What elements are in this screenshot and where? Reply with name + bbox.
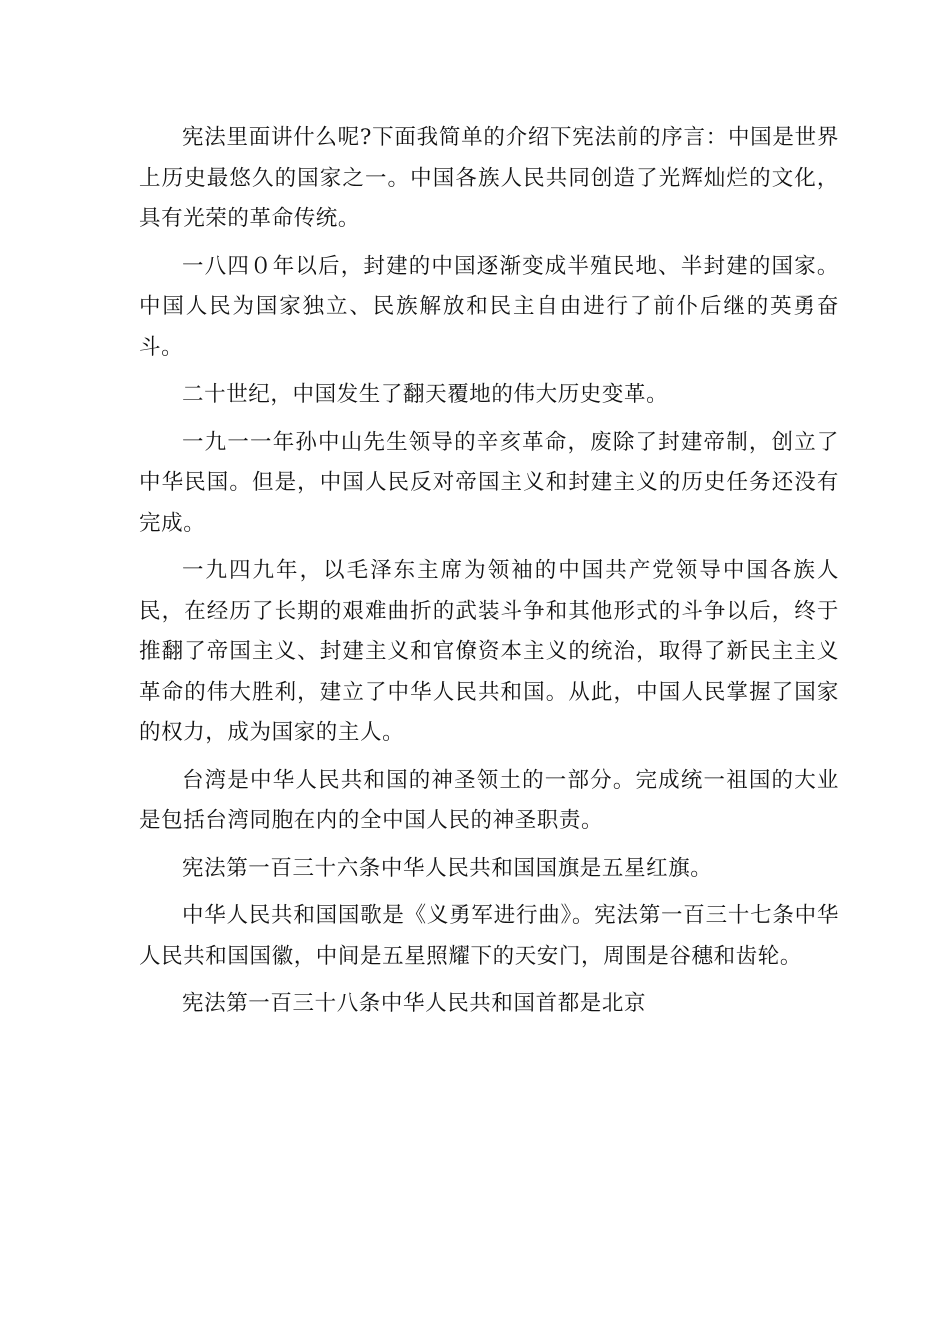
paragraph-preface-intro: 宪法里面讲什么呢?下面我简单的介绍下宪法前的序言：中国是世界上历史最悠久的国家之一。中国各族人民共同创造了光辉灿烂的文化，具有光荣的革命传统。 [139,125,839,231]
paragraph-1949: 一九四九年，以毛泽东主席为领袖的中国共产党领导中国各族人民，在经历了长期的艰难曲折的武装斗争和其他形式的斗争以后，终于推翻了帝国主义、封建主义和官僚资本主义的统治，取得了新民主主义革命的伟大胜利，建立了中华人民共和国。从此，中国人民掌握了国家的权力，成为国家的主人。 [139,558,839,745]
paragraph-1840: 一八四０年以后，封建的中国逐渐变成半殖民地、半封建的国家。中国人民为国家独立、民族解放和民主自由进行了前仆后继的英勇奋斗。 [139,253,839,360]
document-body [139,118,839,1032]
paragraph-article-138: 宪法第一百三十八条中华人民共和国首都是北京 [182,991,647,1016]
paragraph-1911: 一九一一年孙中山先生领导的辛亥革命，废除了封建帝制，创立了中华民国。但是，中国人民反对帝国主义和封建主义的历史任务还没有完成。 [139,429,839,536]
paragraph-article-136: 宪法第一百三十六条中华人民共和国国旗是五星红旗。 [182,855,713,881]
paragraph-anthem-article-137: 中华人民共和国国歌是《义勇军进行曲》。宪法第一百三十七条中华人民共和国国徽，中间是五星照耀下的天安门，周围是谷穗和齿轮。 [139,903,839,969]
paragraph-taiwan: 台湾是中华人民共和国的神圣领土的一部分。完成统一祖国的大业是包括台湾同胞在内的全中国人民的神圣职责。 [139,767,839,833]
paragraph-20th-century: 二十世纪，中国发生了翻天覆地的伟大历史变革。 [182,382,669,407]
